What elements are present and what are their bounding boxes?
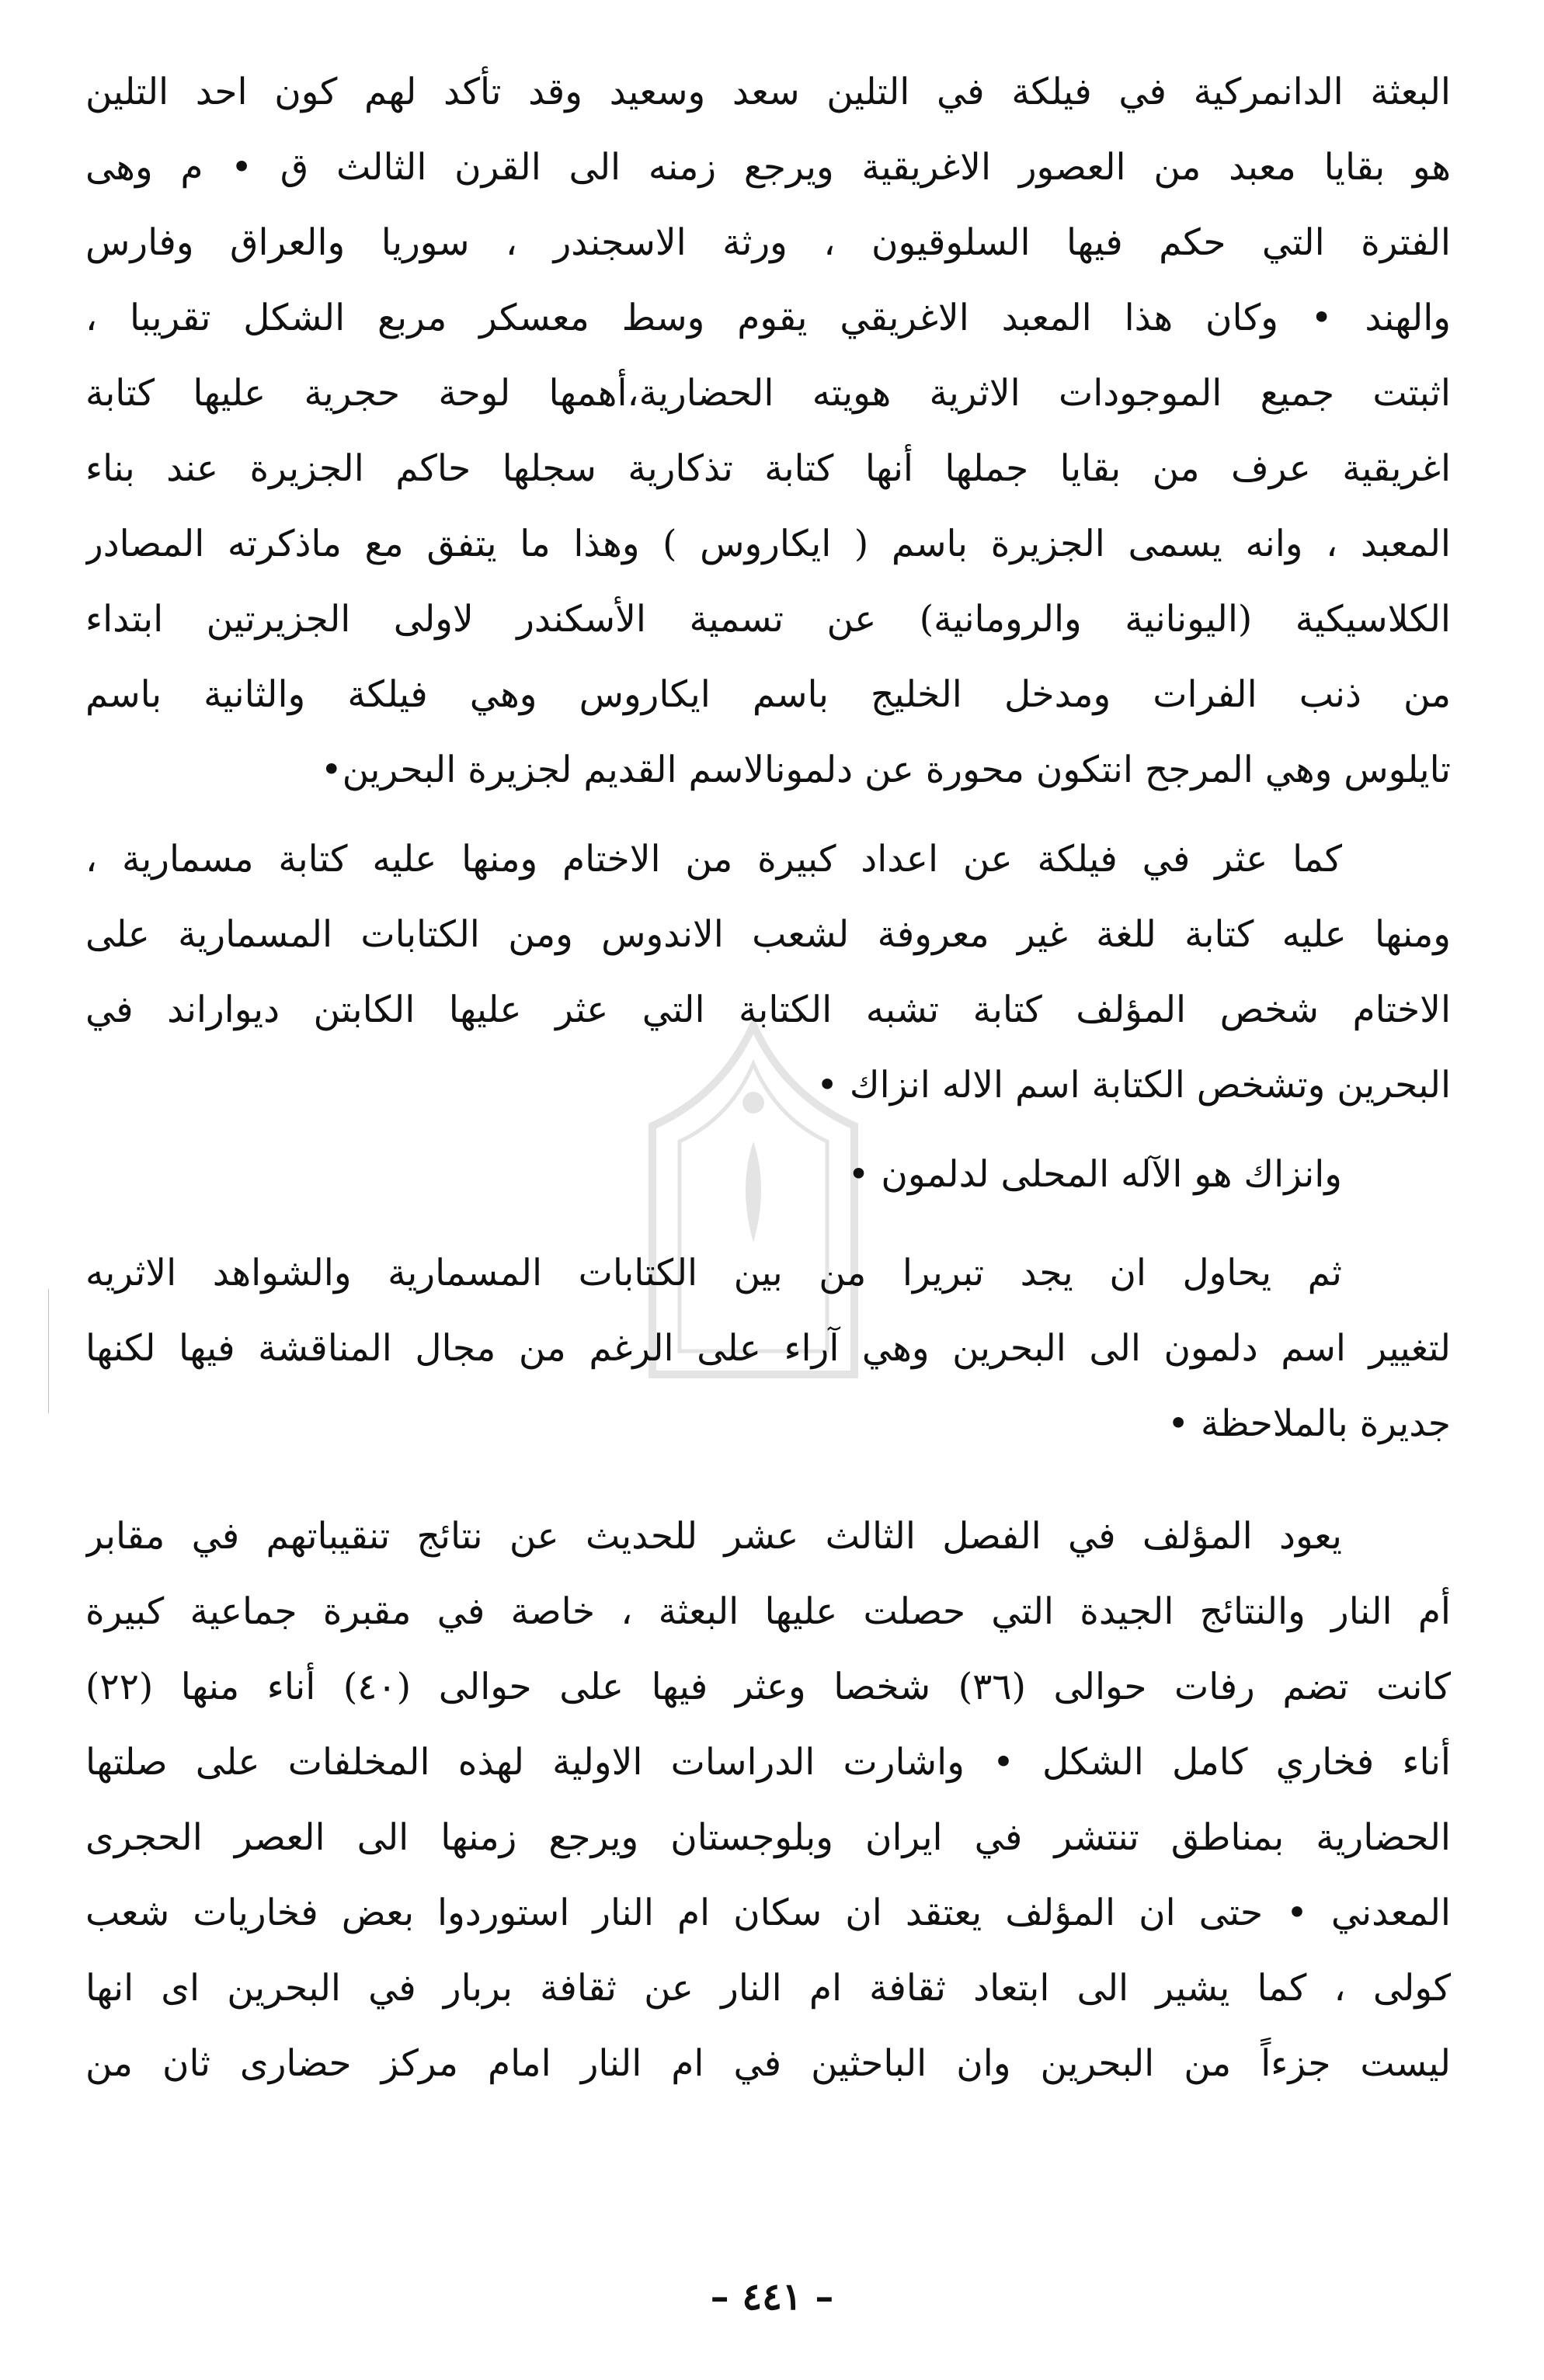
text-line: الحضارية بمناطق تنتشر في ايران وبلوجستان ويرجع زمنها الى العصر الحجرى [85, 1816, 1451, 1859]
text-line: البحرين وتشخص الكتابة اسم الاله انزاك • [816, 1064, 1451, 1107]
text-line: كانت تضم رفات حوالى (٣٦) شخصا وعثر فيها على حوالى (٤٠) أناء منها (٢٢) [85, 1666, 1451, 1708]
text-line: يعود المؤلف في الفصل الثالث عشر للحديث عن نتائج تنقيباتهم في مقابر [85, 1515, 1342, 1558]
library-watermark-logo [606, 1009, 901, 1398]
text-line: المعدني • حتى ان المؤلف يعتقد ان سكان ام النار استوردوا بعض فخاريات شعب [85, 1892, 1451, 1934]
text-line: والهند • وكان هذا المعبد الاغريقي يقوم وسط معسكر مربع الشكل تقريبا ، [85, 297, 1451, 339]
text-line: الفترة التي حكم فيها السلوقيون ، ورثة الاسجندر ، سوريا والعراق وفارس [85, 221, 1451, 264]
text-line: المعبد ، وانه يسمى الجزيرة باسم ( ايكاروس ) وهذا ما يتفق مع ماذكرته المصادر [85, 523, 1451, 565]
paragraph-5 [85, 1499, 1451, 2101]
text-line: أناء فخاري كامل الشكل • واشارت الدراسات الاولية لهذه المخلفات على صلتها [85, 1741, 1451, 1784]
text-line: أم النار والنتائج الجيدة التي حصلت عليها البعثة ، خاصة في مقبرة جماعية كبيرة [85, 1590, 1451, 1633]
page-number: – ٤٤١ – [710, 2275, 834, 2319]
text-line: الاختام شخص المؤلف كتابة تشبه الكتابة التي عثر عليها الكابتن ديواراند في [85, 988, 1451, 1031]
text-line: هو بقايا معبد من العصور الاغريقية ويرجع زمنه الى القرن الثالث ق • م وهى [85, 146, 1451, 189]
text-line: اغريقية عرف من بقايا جملها أنها كتابة تذكارية سجلها حاكم الجزيرة عند بناء [85, 447, 1451, 490]
text-line: اثبتت جميع الموجودات الاثرية هويته الحضارية،أهمها لوحة حجرية عليها كتابة [85, 372, 1451, 415]
text-line: الكلاسيكية (اليونانية والرومانية) عن تسمية الأسكندر لاولى الجزيرتين ابتداء [85, 598, 1451, 641]
text-line: من ذنب الفرات ومدخل الخليج باسم ايكاروس وهي فيلكة والثانية باسم [85, 673, 1451, 716]
text-line: تايلوس وهي المرجح انتكون محورة عن دلمونالاسم القديم لجزيرة البحرين• [320, 749, 1451, 791]
text-line: ومنها عليه كتابة للغة غير معروفة لشعب الاندوس ومن الكتابات المسمارية على [85, 913, 1451, 956]
text-line: ثم يحاول ان يجد تبريرا من بين الكتابات المسمارية والشواهد الاثريه [85, 1252, 1342, 1294]
text-line: جديرة بالملاحظة • [1167, 1402, 1451, 1445]
text-line: لتغيير اسم دلمون الى البحرين وهي آراء على الرغم من مجال المناقشة فيها لكنها [85, 1327, 1451, 1370]
text-line: كولى ، كما يشير الى ابتعاد ثقافة ام النار عن ثقافة بربار في البحرين اى انها [85, 1967, 1451, 2010]
text-line: وانزاك هو الآله المحلى لدلمون • [847, 1153, 1342, 1196]
text-line: ليست جزءاً من البحرين وان الباحثين في ام النار امام مركز حضارى ثان من [85, 2042, 1451, 2085]
margin-rule [48, 1289, 49, 1413]
text-line: البعثة الدانمركية في فيلكة في التلين سعد وسعيد وقد تأكد لهم كون احد التلين [85, 71, 1451, 113]
paragraph-1 [85, 54, 1451, 808]
text-line: كما عثر في فيلكة عن اعداد كبيرة من الاختام ومنها عليه كتابة مسمارية ، [85, 838, 1342, 881]
